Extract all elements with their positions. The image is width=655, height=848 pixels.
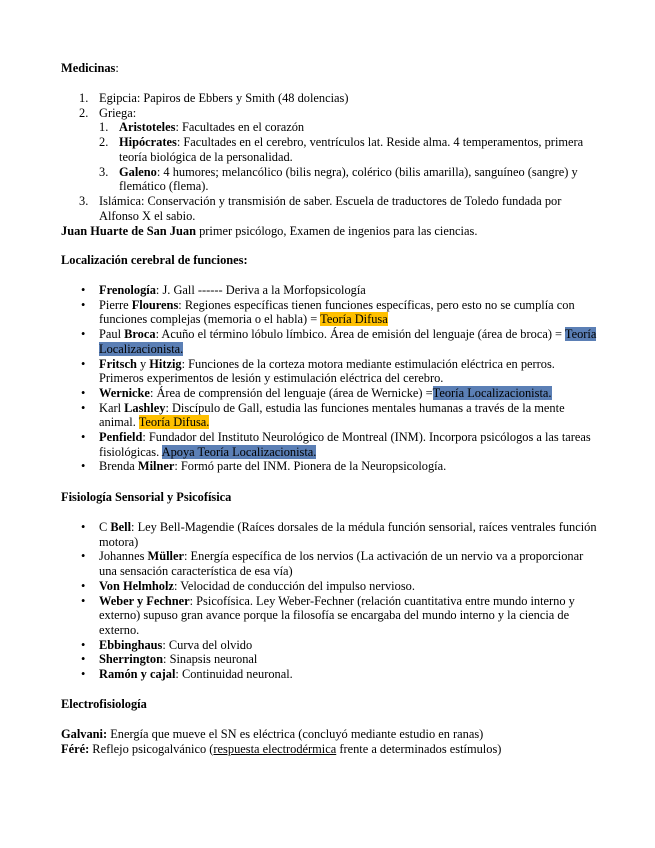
list-item: • Ramón y cajal: Continuidad neuronal. (81, 667, 293, 682)
list-item: • Penfield: Fundador del Instituto Neurológico de Montreal (INM). Incorpora psicólogos a las tareas fisiológicas. Apoya Teoría Localizacionista. (81, 430, 591, 459)
griega-sublist (99, 120, 601, 194)
list-item: 2. Griega: 1. Aristoteles: Facultades en el corazón 2. Hipócrates: Facultades en el cerebro, ventrículos lat. Reside alma. 4 temperamentos, primera teoría biológica de la personalidad. 3. Galeno: 4 humores; melancólico (bilis negra), colérico (bilis amarilla), sanguíneo (sangre) y flemático (flema). (61, 106, 601, 194)
highlight-teoria-difusa: Teoría Difusa. (138, 415, 210, 430)
highlight-teoria-localizacionista: Teoría Localizacionista. (99, 327, 597, 356)
list-item: • Frenología: J. Gall ------ Deriva a la Morfopsicología (81, 283, 366, 297)
list-item: 3. Galeno: 4 humores; melancólico (bilis negra), colérico (bilis amarilla), sanguíneo (sangre) y flemático (flema). (99, 164, 578, 194)
medicinas-heading: Medicinas (61, 61, 116, 75)
list-item: 1. Egipcia: Papiros de Ebbers y Smith (48 dolencias) (79, 91, 349, 105)
galvani-line: Galvani: Energía que mueve el SN es eléctrica (concluyó mediante estudio en ranas) (61, 727, 484, 741)
list-item: • Sherrington: Sinapsis neuronal (81, 652, 258, 667)
highlight-teoria-localizacionista: Teoría Localizacionista. (432, 385, 552, 400)
list-item: • Karl Lashley: Discípulo de Gall, estudia las funciones mentales humanas a través de la mente animal. Teoría Difusa. (81, 400, 565, 430)
list-item: • Paul Broca: Acuño el término lóbulo límbico. Área de emisión del lenguaje (área de broca) = Teoría Localizacionista. (81, 327, 597, 356)
medicinas-heading-line: Medicinas: (61, 61, 119, 75)
fisiologia-heading: Fisiología Sensorial y Psicofísica (61, 490, 232, 504)
list-item: • Fritsch y Hitzig: Funciones de la corteza motora mediante estimulación eléctrica en perros. Primeros experimentos de lesión y estimulación eléctrica del cerebro. (81, 356, 555, 386)
fere-line: Féré: Reflejo psicogalvánico (respuesta electrodérmica frente a determinados estímulos) (61, 742, 502, 756)
localizacion-list (61, 283, 601, 474)
list-item: • C Bell: Ley Bell-Magendie (Raíces dorsales de la médula función sensorial, raíces ventrales función motora) (81, 520, 597, 549)
list-item: 1. Aristoteles: Facultades en el corazón (99, 120, 305, 135)
highlight-apoya-teoria-localizacionista: Apoya Teoría Localizacionista. (161, 444, 317, 459)
underlined-term: respuesta electrodérmica (213, 742, 337, 756)
highlight-teoria-difusa: Teoría Difusa (320, 312, 388, 327)
list-item: • Johannes Müller: Energía específica de los nervios (La activación de un nervio va a proporcionar una sensación característica de esa vía) (81, 549, 584, 579)
fisiologia-list (61, 520, 601, 682)
list-item: 2. Hipócrates: Facultades en el cerebro, ventrículos lat. Reside alma. 4 temperamentos, primera teoría biológica de la personalidad. (99, 135, 584, 164)
list-item: • Weber y Fechner: Psicofísica. Ley Weber-Fechner (relación cuantitativa entre mundo interno y externo) supuso gran avance porque la filosofía se encargaba del mundo interno y la ciencia de externo. (81, 593, 575, 637)
electro-heading: Electrofisiología (61, 697, 147, 711)
list-item: • Von Helmholz: Velocidad de conducción del impulso nervioso. (81, 578, 415, 593)
localizacion-heading: Localización cerebral de funciones: (61, 253, 248, 267)
huarte-line: Juan Huarte de San Juan primer psicólogo, Examen de ingenios para las ciencias. (61, 224, 478, 238)
list-item: 3. Islámica: Conservación y transmisión de saber. Escuela de traductores de Toledo fundada por Alfonso X el sabio. (79, 193, 562, 223)
list-item: • Brenda Milner: Formó parte del INM. Pionera de la Neuropsicología. (81, 459, 447, 474)
medicinas-list (61, 91, 601, 223)
list-item: • Ebbinghaus: Curva del olvido (81, 637, 253, 652)
list-item: • Pierre Flourens: Regiones específicas tienen funciones específicas, pero esto no se cumplía con funciones complejas (memoria o el habla) = Teoría Difusa (81, 297, 575, 327)
list-item: • Wernicke: Área de comprensión del lenguaje (área de Wernicke) =Teoría Localizacionista. (81, 385, 552, 400)
